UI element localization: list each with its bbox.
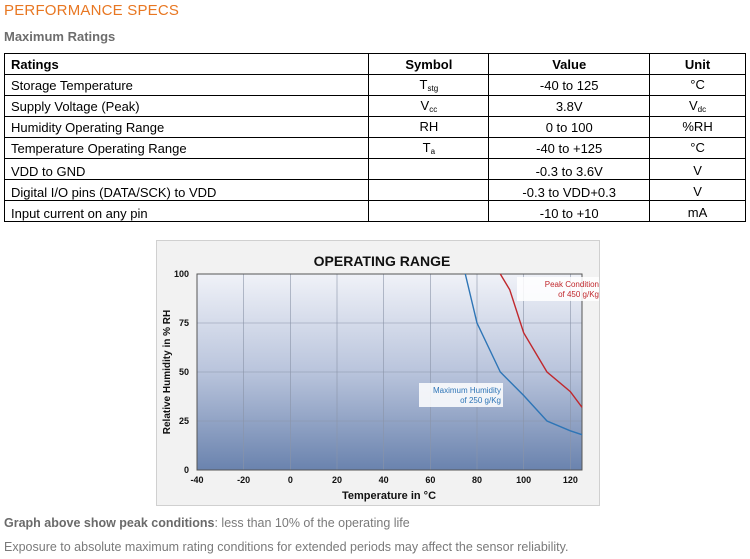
cell-value: -0.3 to 3.6V xyxy=(489,159,650,180)
cell-rating: Digital I/O pins (DATA/SCK) to VDD xyxy=(5,180,369,201)
cell-symbol: RH xyxy=(369,117,489,138)
x-tick-label: 40 xyxy=(378,475,389,485)
cell-value: 0 to 100 xyxy=(489,117,650,138)
cell-unit: V xyxy=(650,180,746,201)
x-tick-label: 120 xyxy=(562,475,578,485)
cell-rating: Storage Temperature xyxy=(5,75,369,96)
y-tick-label: 25 xyxy=(178,416,189,426)
cell-symbol xyxy=(369,159,489,180)
cell-unit: °C xyxy=(650,75,746,96)
cell-unit: °C xyxy=(650,138,746,159)
header-value: Value xyxy=(489,54,650,75)
cell-rating: VDD to GND xyxy=(5,159,369,180)
exposure-note: Exposure to absolute maximum rating conditions for extended periods may affect the sensor reliability. xyxy=(4,540,569,554)
peak-note-bold: Graph above show peak conditions xyxy=(4,516,215,530)
cell-rating: Input current on any pin xyxy=(5,201,369,222)
x-tick-label: -20 xyxy=(237,475,251,485)
cell-value: -0.3 to VDD+0.3 xyxy=(489,180,650,201)
table-row xyxy=(5,75,746,96)
y-axis-label: Relative Humidity in % RH xyxy=(162,309,173,435)
header-ratings: Ratings xyxy=(5,54,369,75)
table-row xyxy=(5,117,746,138)
x-axis-label: Temperature in °C xyxy=(341,490,437,502)
cell-symbol: $T_a$ xyxy=(369,138,489,159)
series-label: Peak Condition xyxy=(544,280,599,289)
series-label: of 450 g/Kg xyxy=(558,290,599,299)
cell-unit: %RH xyxy=(650,117,746,138)
table-row xyxy=(5,138,746,159)
y-tick-label: 100 xyxy=(173,269,189,279)
cell-rating: Supply Voltage (Peak) xyxy=(5,96,369,117)
series-label: of 250 g/Kg xyxy=(460,396,501,405)
page-title: PERFORMANCE SPECS xyxy=(4,2,180,19)
x-tick-label: 0 xyxy=(287,475,293,485)
cell-rating: Temperature Operating Range xyxy=(5,138,369,159)
chart-svg xyxy=(157,241,599,505)
x-tick-label: 60 xyxy=(425,475,436,485)
cell-rating: Humidity Operating Range xyxy=(5,117,369,138)
cell-symbol: $V_{cc}$ xyxy=(369,96,489,117)
x-tick-label: 20 xyxy=(331,475,343,485)
table-row xyxy=(5,159,746,180)
y-tick-label: 0 xyxy=(183,465,189,475)
cell-symbol xyxy=(369,201,489,222)
header-symbol: Symbol xyxy=(369,54,489,75)
table-header-row xyxy=(5,54,746,75)
max-ratings-table xyxy=(4,53,746,222)
operating-range-chart xyxy=(156,240,600,506)
peak-conditions-note xyxy=(4,516,410,530)
chart-title: OPERATING RANGE xyxy=(313,253,451,269)
header-unit: Unit xyxy=(650,54,746,75)
cell-value: 3.8V xyxy=(489,96,650,117)
cell-unit: $V_{dc}$ xyxy=(650,96,746,117)
series-label: Maximum Humidity xyxy=(432,386,501,395)
cell-value: -10 to +10 xyxy=(489,201,650,222)
x-tick-label: 100 xyxy=(516,475,532,485)
table-row xyxy=(5,180,746,201)
y-tick-label: 50 xyxy=(178,367,189,377)
table-row xyxy=(5,96,746,117)
cell-unit: V xyxy=(650,159,746,180)
cell-value: -40 to 125 xyxy=(489,75,650,96)
cell-unit: mA xyxy=(650,201,746,222)
x-tick-label: -40 xyxy=(190,475,204,485)
y-tick-label: 75 xyxy=(178,318,189,328)
cell-value: -40 to +125 xyxy=(489,138,650,159)
cell-symbol: $T_{stg}$ xyxy=(369,75,489,96)
peak-note-rest: : less than 10% of the operating life xyxy=(214,516,410,530)
table-row xyxy=(5,201,746,222)
section-subtitle: Maximum Ratings xyxy=(4,29,116,44)
cell-symbol xyxy=(369,180,489,201)
x-tick-label: 80 xyxy=(471,475,483,485)
